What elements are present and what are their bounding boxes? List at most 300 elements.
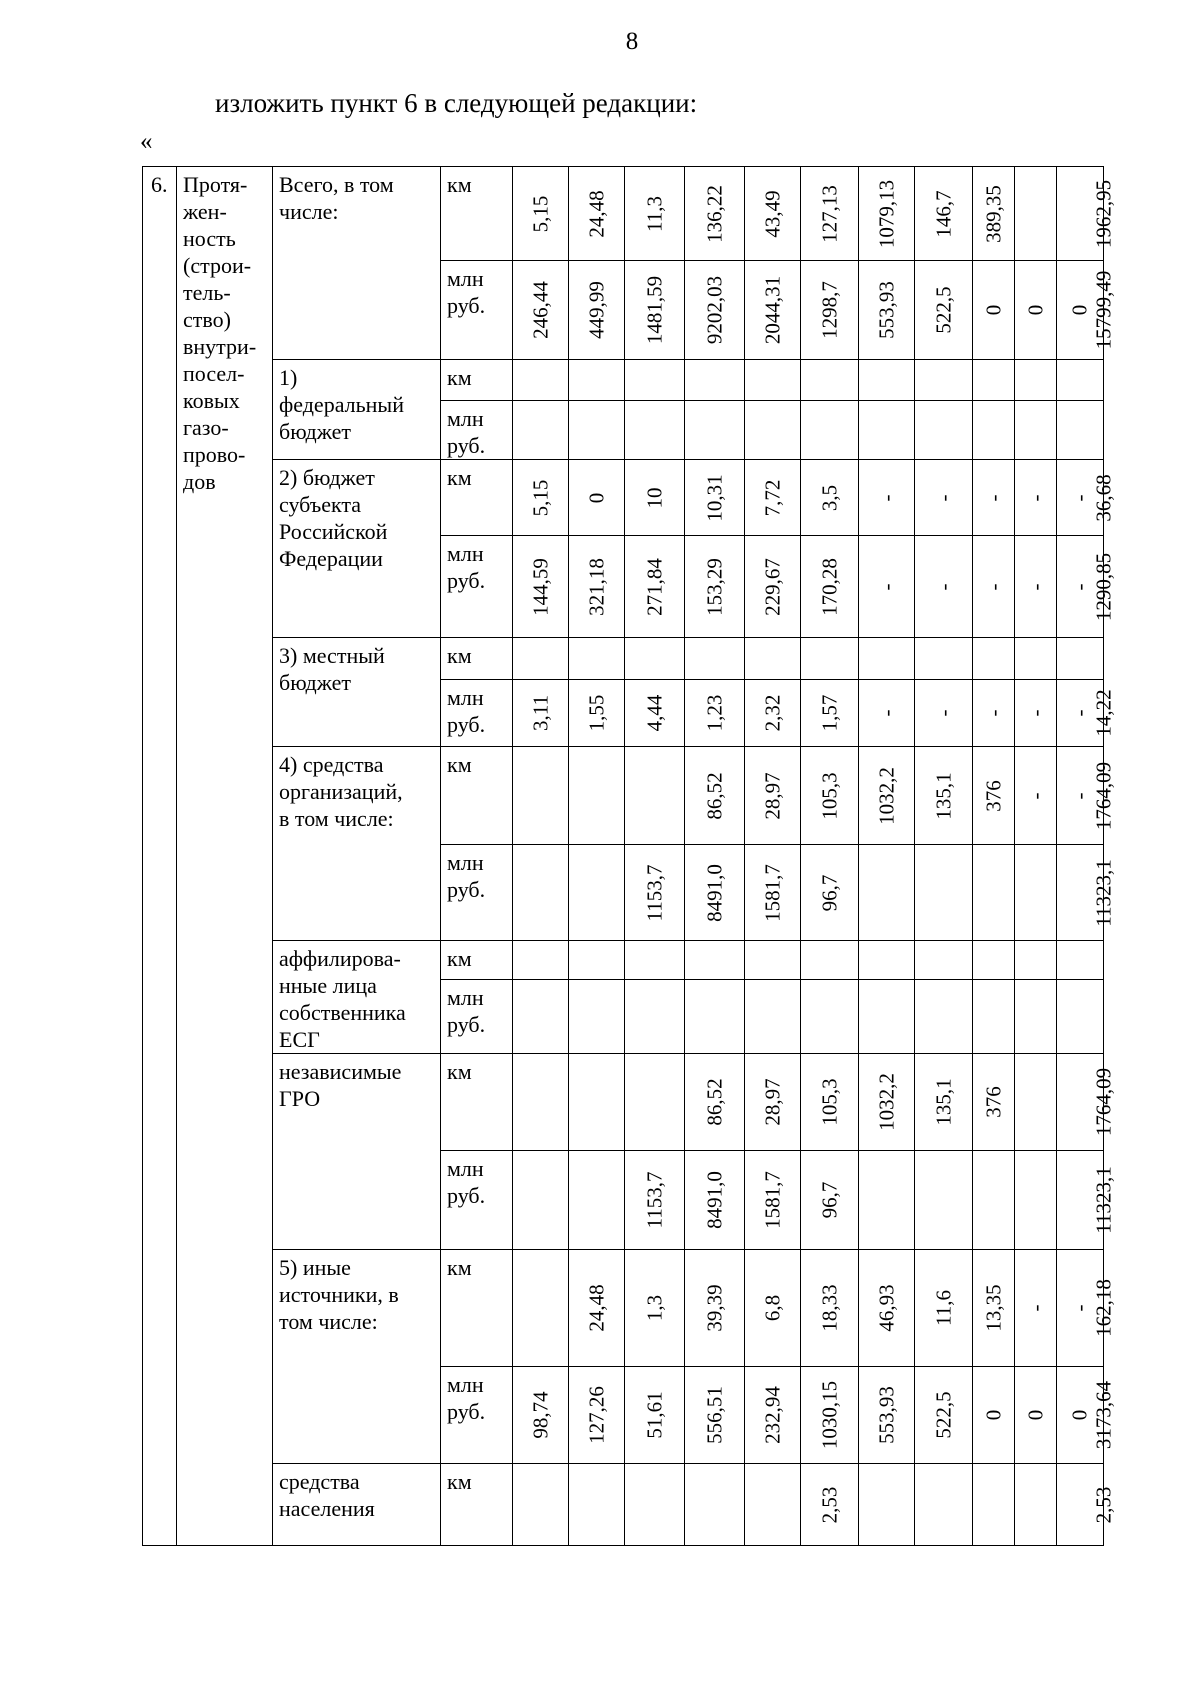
value-cell xyxy=(569,460,625,536)
value-cell xyxy=(685,167,745,261)
value-cell xyxy=(685,1054,745,1151)
value-cell xyxy=(685,941,745,980)
value-cell xyxy=(513,845,569,941)
value-cell xyxy=(801,1367,859,1464)
cell-value: 0 xyxy=(1067,304,1092,316)
cell-value: - xyxy=(1023,792,1047,799)
value-cell xyxy=(859,638,915,680)
cell-value: 46,93 xyxy=(874,1284,898,1332)
value-cell xyxy=(685,1151,745,1250)
cell-value: 0 xyxy=(1023,1409,1047,1421)
cell-value: 232,94 xyxy=(760,1386,784,1444)
value-cell xyxy=(915,680,973,747)
cell-value: 1764,09 xyxy=(1091,1067,1116,1137)
cell-value: 146,7 xyxy=(931,189,955,238)
value-cell xyxy=(859,1151,915,1250)
value-cell xyxy=(801,1054,859,1151)
value-cell xyxy=(745,941,801,980)
funding-source-label: 2) бюджет субъекта Российской Федерации xyxy=(273,460,441,638)
value-cell xyxy=(915,460,973,536)
value-cell xyxy=(859,980,915,1054)
cell-value: 127,13 xyxy=(817,184,841,243)
table-row xyxy=(143,1250,1104,1367)
value-cell xyxy=(915,941,973,980)
unit-mln-rub: млн руб. xyxy=(441,680,513,747)
cell-value: 321,18 xyxy=(584,557,608,616)
value-cell xyxy=(625,1464,685,1546)
cell-value: 0 xyxy=(1023,304,1047,316)
value-cell xyxy=(1015,941,1057,980)
value-cell xyxy=(625,980,685,1054)
cell-value: 1079,13 xyxy=(874,179,898,248)
value-cell xyxy=(625,941,685,980)
value-cell xyxy=(1015,980,1057,1054)
cell-value: - xyxy=(1067,494,1092,501)
unit-km: км xyxy=(441,1250,513,1367)
intro-text: изложить пункт 6 в следующей редакции: xyxy=(215,88,698,118)
value-cell xyxy=(1057,980,1104,1054)
value-cell xyxy=(745,1250,801,1367)
open-quote: « xyxy=(140,128,153,155)
value-cell xyxy=(685,980,745,1054)
value-cell xyxy=(859,460,915,536)
cell-value: 14,22 xyxy=(1091,689,1116,737)
cell-value: 153,29 xyxy=(702,557,726,616)
value-cell xyxy=(1015,261,1057,360)
cell-value: 127,26 xyxy=(584,1386,608,1444)
value-cell xyxy=(1015,401,1057,460)
value-cell xyxy=(859,360,915,401)
value-cell xyxy=(1057,941,1104,980)
cell-value: 3,5 xyxy=(817,484,841,511)
value-cell xyxy=(625,1250,685,1367)
cell-value: 1290,85 xyxy=(1091,552,1116,621)
cell-value: 39,39 xyxy=(702,1284,726,1332)
value-cell xyxy=(745,401,801,460)
value-cell xyxy=(1057,360,1104,401)
value-cell xyxy=(513,1367,569,1464)
value-cell xyxy=(973,1250,1015,1367)
value-cell xyxy=(745,1054,801,1151)
table-row xyxy=(143,747,1104,845)
value-cell xyxy=(513,360,569,401)
value-cell xyxy=(685,845,745,941)
cell-value: 2,53 xyxy=(1091,1486,1116,1523)
unit-km: км xyxy=(441,1464,513,1546)
cell-value: 135,1 xyxy=(931,1078,955,1126)
value-cell xyxy=(685,1464,745,1546)
value-cell xyxy=(745,680,801,747)
cell-value: 1481,59 xyxy=(642,275,666,345)
cell-value: 556,51 xyxy=(702,1386,726,1444)
table-row xyxy=(143,460,1104,536)
cell-value: 144,59 xyxy=(528,557,552,616)
funding-source-label: Всего, в том числе: xyxy=(273,167,441,360)
unit-mln-rub: млн руб. xyxy=(441,1367,513,1464)
cell-value: 3,11 xyxy=(528,695,552,731)
cell-value: 36,68 xyxy=(1091,473,1116,522)
cell-value: 51,61 xyxy=(642,1391,666,1439)
value-cell xyxy=(973,680,1015,747)
unit-km: км xyxy=(441,941,513,980)
cell-value: 24,48 xyxy=(584,189,608,238)
funding-source-label: 1) федеральный бюджет xyxy=(273,360,441,460)
cell-value: 522,5 xyxy=(931,1391,955,1439)
value-cell xyxy=(513,261,569,360)
value-cell xyxy=(685,680,745,747)
value-cell xyxy=(801,980,859,1054)
value-cell xyxy=(513,401,569,460)
value-cell xyxy=(569,680,625,747)
cell-value: 105,3 xyxy=(817,1078,841,1126)
value-cell xyxy=(513,1464,569,1546)
value-cell xyxy=(859,1250,915,1367)
cell-value: 0 xyxy=(981,304,1005,316)
value-cell xyxy=(569,1250,625,1367)
value-cell xyxy=(1015,638,1057,680)
value-cell xyxy=(801,638,859,680)
value-cell xyxy=(1015,536,1057,638)
unit-mln-rub: млн руб. xyxy=(441,261,513,360)
unit-mln-rub: млн руб. xyxy=(441,401,513,460)
cell-value: 1962,95 xyxy=(1091,179,1116,248)
value-cell xyxy=(801,941,859,980)
cell-value: 5,15 xyxy=(528,195,552,232)
cell-value: 98,74 xyxy=(528,1391,552,1439)
cell-value: - xyxy=(981,494,1005,501)
value-cell xyxy=(915,536,973,638)
value-cell xyxy=(569,261,625,360)
value-cell xyxy=(625,1367,685,1464)
cell-value: 229,67 xyxy=(760,557,784,616)
unit-mln-rub: млн руб. xyxy=(441,536,513,638)
value-cell xyxy=(801,460,859,536)
value-cell xyxy=(569,401,625,460)
cell-value: 1298,7 xyxy=(817,281,841,339)
value-cell xyxy=(859,536,915,638)
value-cell xyxy=(625,638,685,680)
table-row xyxy=(143,167,1104,261)
value-cell xyxy=(513,460,569,536)
value-cell xyxy=(915,747,973,845)
cell-value: 0 xyxy=(1067,1409,1092,1421)
cell-value: 522,5 xyxy=(931,286,955,334)
value-cell xyxy=(625,747,685,845)
cell-value: 376 xyxy=(981,779,1005,812)
table-row xyxy=(143,1464,1104,1546)
cell-value: 5,15 xyxy=(528,479,552,516)
value-cell xyxy=(973,401,1015,460)
indicator-name: Протя- жен- ность (строи- тель- ство) внутри- посел- ковых газо- прово- дов xyxy=(177,167,273,1546)
value-cell xyxy=(569,167,625,261)
cell-value: 2044,31 xyxy=(760,275,784,345)
value-cell xyxy=(915,360,973,401)
value-cell xyxy=(973,638,1015,680)
cell-value: 11323,1 xyxy=(1091,858,1116,927)
value-cell xyxy=(973,167,1015,261)
value-cell xyxy=(1015,460,1057,536)
cell-value: 8491,0 xyxy=(702,1171,726,1229)
row-number: 6. xyxy=(143,167,177,1546)
value-cell xyxy=(801,845,859,941)
value-cell xyxy=(745,747,801,845)
value-cell xyxy=(973,460,1015,536)
value-cell xyxy=(1057,401,1104,460)
cell-value: 96,7 xyxy=(817,874,841,911)
cell-value: 1032,2 xyxy=(874,766,898,825)
funding-source-label: 4) средства организаций, в том числе: xyxy=(273,747,441,941)
value-cell xyxy=(745,536,801,638)
cell-value: - xyxy=(874,709,898,717)
cell-value: 135,1 xyxy=(931,771,955,820)
cell-value: 15799,49 xyxy=(1091,270,1116,350)
value-cell xyxy=(745,1464,801,1546)
cell-value: 1,3 xyxy=(642,1294,666,1322)
value-cell xyxy=(685,401,745,460)
cell-value: 389,35 xyxy=(981,184,1005,243)
value-cell xyxy=(569,1464,625,1546)
value-cell xyxy=(973,536,1015,638)
value-cell xyxy=(859,941,915,980)
value-cell xyxy=(915,1250,973,1367)
cell-value: 553,93 xyxy=(874,1386,898,1444)
value-cell xyxy=(859,1054,915,1151)
cell-value: 1030,15 xyxy=(817,1380,841,1450)
value-cell xyxy=(1015,1054,1057,1151)
value-cell xyxy=(801,747,859,845)
value-cell xyxy=(859,1367,915,1464)
value-cell xyxy=(513,638,569,680)
cell-value: 376 xyxy=(981,1086,1005,1118)
cell-value: 8491,0 xyxy=(702,863,726,922)
value-cell xyxy=(569,845,625,941)
value-cell xyxy=(915,638,973,680)
value-cell xyxy=(859,845,915,941)
cell-value: 449,99 xyxy=(584,281,608,339)
value-cell xyxy=(513,941,569,980)
cell-value: 1581,7 xyxy=(760,1171,784,1229)
cell-value: 1581,7 xyxy=(760,863,784,922)
cell-value: - xyxy=(1023,494,1047,501)
value-cell xyxy=(569,360,625,401)
unit-km: км xyxy=(441,747,513,845)
cell-value: 13,35 xyxy=(981,1284,1005,1332)
unit-km: км xyxy=(441,460,513,536)
value-cell xyxy=(973,1054,1015,1151)
table-row xyxy=(143,360,1104,401)
value-cell xyxy=(685,360,745,401)
value-cell xyxy=(915,1054,973,1151)
cell-value: 1153,7 xyxy=(642,864,666,921)
value-cell xyxy=(625,845,685,941)
value-cell xyxy=(973,941,1015,980)
cell-value: 553,93 xyxy=(874,281,898,339)
value-cell xyxy=(801,680,859,747)
cell-value: 271,84 xyxy=(642,557,666,616)
cell-value: 170,28 xyxy=(817,557,841,616)
cell-value: 24,48 xyxy=(584,1284,608,1332)
cell-value: 11323,1 xyxy=(1091,1166,1116,1234)
unit-mln-rub: млн руб. xyxy=(441,980,513,1054)
cell-value: - xyxy=(981,709,1005,717)
cell-value: - xyxy=(1023,1304,1047,1312)
cell-value: 11,3 xyxy=(642,195,666,232)
cell-value: 0 xyxy=(584,492,608,503)
value-cell xyxy=(745,360,801,401)
value-cell xyxy=(1015,1151,1057,1250)
value-cell xyxy=(859,401,915,460)
gas-pipelines-table xyxy=(142,166,1116,1546)
cell-value: 246,44 xyxy=(528,281,552,339)
value-cell xyxy=(513,980,569,1054)
cell-value: 86,52 xyxy=(702,1078,726,1126)
value-cell xyxy=(513,1151,569,1250)
value-cell xyxy=(915,167,973,261)
value-cell xyxy=(801,1250,859,1367)
value-cell xyxy=(625,401,685,460)
funding-source-label: независимые ГРО xyxy=(273,1054,441,1250)
cell-value: 10 xyxy=(642,487,666,508)
value-cell xyxy=(859,1464,915,1546)
value-cell xyxy=(625,360,685,401)
value-cell xyxy=(745,638,801,680)
value-cell xyxy=(801,1464,859,1546)
value-cell xyxy=(685,261,745,360)
cell-value: 4,44 xyxy=(642,694,666,732)
value-cell xyxy=(973,980,1015,1054)
cell-value: 1153,7 xyxy=(642,1171,666,1229)
value-cell xyxy=(973,747,1015,845)
value-cell xyxy=(569,941,625,980)
cell-value: - xyxy=(931,709,955,717)
value-cell xyxy=(801,261,859,360)
cell-value: 6,8 xyxy=(760,1294,784,1322)
value-cell xyxy=(1057,638,1104,680)
value-cell xyxy=(915,845,973,941)
cell-value: - xyxy=(874,494,898,501)
value-cell xyxy=(685,536,745,638)
cell-value: - xyxy=(1023,583,1047,590)
value-cell xyxy=(1015,1250,1057,1367)
value-cell xyxy=(745,1367,801,1464)
cell-value: 136,22 xyxy=(702,184,726,243)
cell-value: 2,32 xyxy=(760,694,784,732)
value-cell xyxy=(745,1151,801,1250)
unit-mln-rub: млн руб. xyxy=(441,845,513,941)
value-cell xyxy=(859,680,915,747)
value-cell xyxy=(915,980,973,1054)
value-cell xyxy=(569,638,625,680)
value-cell xyxy=(801,167,859,261)
value-cell xyxy=(1015,360,1057,401)
value-cell xyxy=(685,638,745,680)
value-cell xyxy=(685,460,745,536)
value-cell xyxy=(569,1367,625,1464)
cell-value: 96,7 xyxy=(817,1181,841,1219)
value-cell xyxy=(1015,1367,1057,1464)
value-cell xyxy=(859,167,915,261)
value-cell xyxy=(1015,167,1057,261)
cell-value: - xyxy=(1067,792,1092,799)
cell-value: 28,97 xyxy=(760,1078,784,1126)
cell-value: - xyxy=(1067,709,1092,717)
cell-value: - xyxy=(931,583,955,590)
value-cell xyxy=(513,1054,569,1151)
unit-mln-rub: млн руб. xyxy=(441,1151,513,1250)
cell-value: 105,3 xyxy=(817,771,841,820)
cell-value: 28,97 xyxy=(760,771,784,820)
value-cell xyxy=(685,1367,745,1464)
value-cell xyxy=(1015,747,1057,845)
value-cell xyxy=(625,680,685,747)
cell-value: 1,55 xyxy=(584,694,608,732)
funding-source-label: 3) местный бюджет xyxy=(273,638,441,747)
value-cell xyxy=(745,845,801,941)
cell-value: - xyxy=(1067,583,1092,590)
value-cell xyxy=(801,536,859,638)
page-number: 8 xyxy=(625,28,639,55)
value-cell xyxy=(973,261,1015,360)
value-cell xyxy=(513,536,569,638)
value-cell xyxy=(915,401,973,460)
cell-value: - xyxy=(874,583,898,590)
value-cell xyxy=(859,747,915,845)
value-cell xyxy=(513,747,569,845)
value-cell xyxy=(625,261,685,360)
value-cell xyxy=(915,1151,973,1250)
value-cell xyxy=(973,1464,1015,1546)
cell-value: 18,33 xyxy=(817,1284,841,1332)
cell-value: - xyxy=(1023,709,1047,717)
cell-value: 9202,03 xyxy=(702,275,726,345)
value-cell xyxy=(915,1464,973,1546)
value-cell xyxy=(625,1151,685,1250)
cell-value: 7,72 xyxy=(760,479,784,516)
unit-km: км xyxy=(441,638,513,680)
value-cell xyxy=(569,536,625,638)
cell-value: 3173,64 xyxy=(1091,1380,1116,1450)
funding-source-label: средства населения xyxy=(273,1464,441,1546)
cell-value: 10,31 xyxy=(702,473,726,522)
value-cell xyxy=(569,1151,625,1250)
value-cell xyxy=(801,360,859,401)
cell-value: 1,57 xyxy=(817,694,841,732)
cell-value: 1764,09 xyxy=(1091,761,1116,830)
value-cell xyxy=(745,460,801,536)
value-cell xyxy=(973,360,1015,401)
value-cell xyxy=(1015,845,1057,941)
value-cell xyxy=(801,401,859,460)
funding-source-label: 5) иные источники, в том числе: xyxy=(273,1250,441,1464)
value-cell xyxy=(625,1054,685,1151)
value-cell xyxy=(1015,1464,1057,1546)
unit-km: км xyxy=(441,167,513,261)
value-cell xyxy=(745,167,801,261)
value-cell xyxy=(569,747,625,845)
table-row xyxy=(143,941,1104,980)
cell-value: - xyxy=(981,583,1005,590)
table-row xyxy=(143,1054,1104,1151)
cell-value: 162,18 xyxy=(1091,1279,1116,1337)
value-cell xyxy=(973,845,1015,941)
table-row xyxy=(143,638,1104,680)
value-cell xyxy=(973,1151,1015,1250)
value-cell xyxy=(685,747,745,845)
unit-km: км xyxy=(441,360,513,401)
value-cell xyxy=(915,261,973,360)
value-cell xyxy=(513,167,569,261)
value-cell xyxy=(1015,680,1057,747)
